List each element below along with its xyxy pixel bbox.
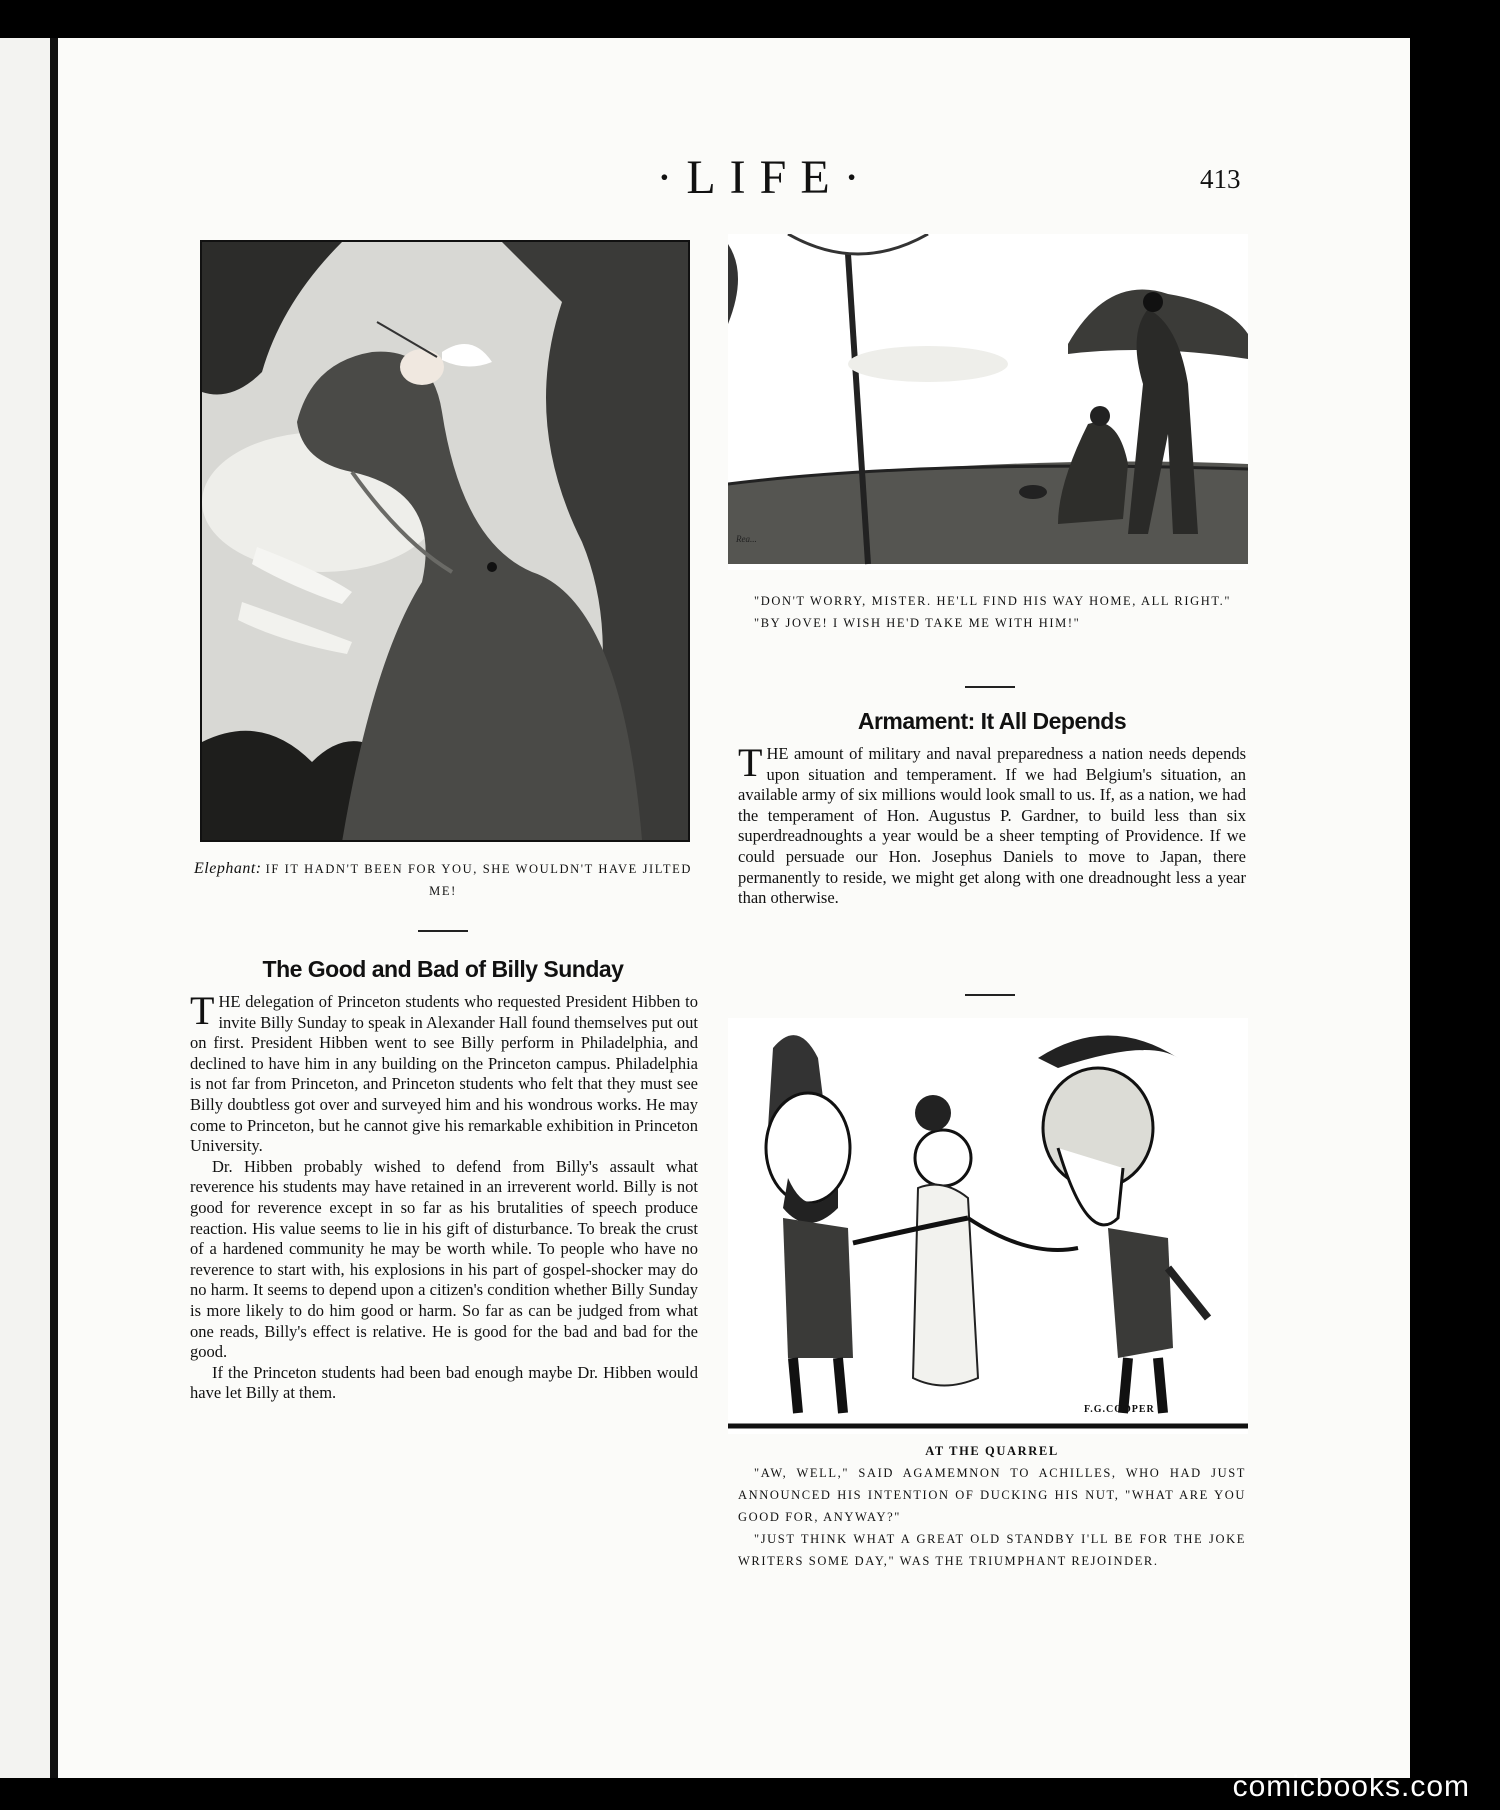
golf-caption [738,590,1246,634]
quarrel-signature: F.G.COOPER [1084,1404,1155,1415]
site-watermark: comicbooks.com [1232,1770,1470,1803]
golf-signature: Rea... [736,534,757,544]
page-gutter [50,38,58,1778]
dropcap: T [738,740,763,785]
quarrel-cartoon [728,1018,1248,1434]
elephant-caption [180,858,706,902]
quarrel-caption [738,1440,1246,1572]
caption-line: "DON'T WORRY, MISTER. HE'LL FIND HIS WAY HOME, ALL RIGHT." [754,594,1232,608]
paragraph [738,740,1246,909]
article-body [190,988,698,1404]
caption-title: AT THE QUARREL [925,1444,1059,1458]
caption-paragraph: "AW, WELL," SAID AGAMEMNON TO ACHILLES, WHO HAD JUST ANNOUNCED HIS INTENTION OF DUCKING HIS NUT, "WHAT ARE YOU GOOD FOR, ANYWAY?" [738,1466,1246,1524]
section-divider [965,994,1015,996]
previous-page-edge [0,38,50,1778]
quarrel-illustration [728,1018,1248,1434]
elephant-cartoon [200,240,690,842]
paragraph [190,988,698,1157]
paragraph-text: HE delegation of Princeton students who requested President Hibben to invite Billy Sunday to speak in Alexander Hall found themselves put out on first. President Hibben went to see Billy perform in Philadelphia, and declined to have him in any building on the Princeton campus. Philadelphia is not far from Princeton, and Princeton students who felt that they must see Billy doubtless got over and surveyed him and his wondrous works. He may come to Princeton, but he cannot give his remarkable exhibition in Princeton University. [190,992,698,1156]
elephant-illustration [202,242,688,840]
caption-text: IF IT HADN'T BEEN FOR YOU, SHE WOULDN'T HAVE JILTED ME! [265,862,692,898]
section-divider [965,686,1015,688]
caption-speaker: Elephant: [194,860,262,877]
paragraph: Dr. Hibben probably wished to defend from Billy's assault what reverence his students may have retained in an irreverent world. Billy is not good for reverence except in so far as his brutalities of speech produce reaction. His value seems to lie in his gift of disturbance. To break the crust of a hardened community he may be worth while. To people who have no reverence to start with, his explosions in his part of gospel-shocker may do no harm. It seems to depend upon a citizen's condition whether Billy Sunday is more likely to do him good or harm. So far as can be judged from what one reads, Billy's effect is relative. He is good for the bad and bad for the good. [190,1156,698,1362]
caption-paragraph: "JUST THINK WHAT A GREAT OLD STANDBY I'LL BE FOR THE JOKE WRITERS SOME DAY," WAS THE TRIUMPHANT REJOINDER. [738,1532,1246,1568]
masthead: ·LIFE· [656,151,874,204]
article-title: The Good and Bad of Billy Sunday [262,956,624,982]
dropcap: T [190,988,215,1033]
golf-cartoon [728,234,1248,570]
page-number: 413 [1200,164,1241,194]
section-divider [418,930,468,932]
article-title: Armament: It All Depends [857,708,1127,734]
article-body [738,740,1246,909]
caption-line: "BY JOVE! I WISH HE'D TAKE ME WITH HIM!" [754,616,1081,630]
paragraph-text: HE amount of military and naval preparedness a nation needs depends upon situation and temperament. If we had Belgium's situation, an available army of six millions would look small to us. If, as a nation, we had the temperament of Hon. Augustus P. Gardner, to build less than six superdreadnoughts a year would be a sheer tempting of Providence. If we could persuade our Hon. Josephus Daniels to move to Japan, there permanently to reside, we might get along with one dreadnought less a year than otherwise. [738,744,1246,908]
paragraph: If the Princeton students had been bad enough maybe Dr. Hibben would have let Billy at them. [190,1362,698,1403]
golf-illustration [728,234,1248,570]
